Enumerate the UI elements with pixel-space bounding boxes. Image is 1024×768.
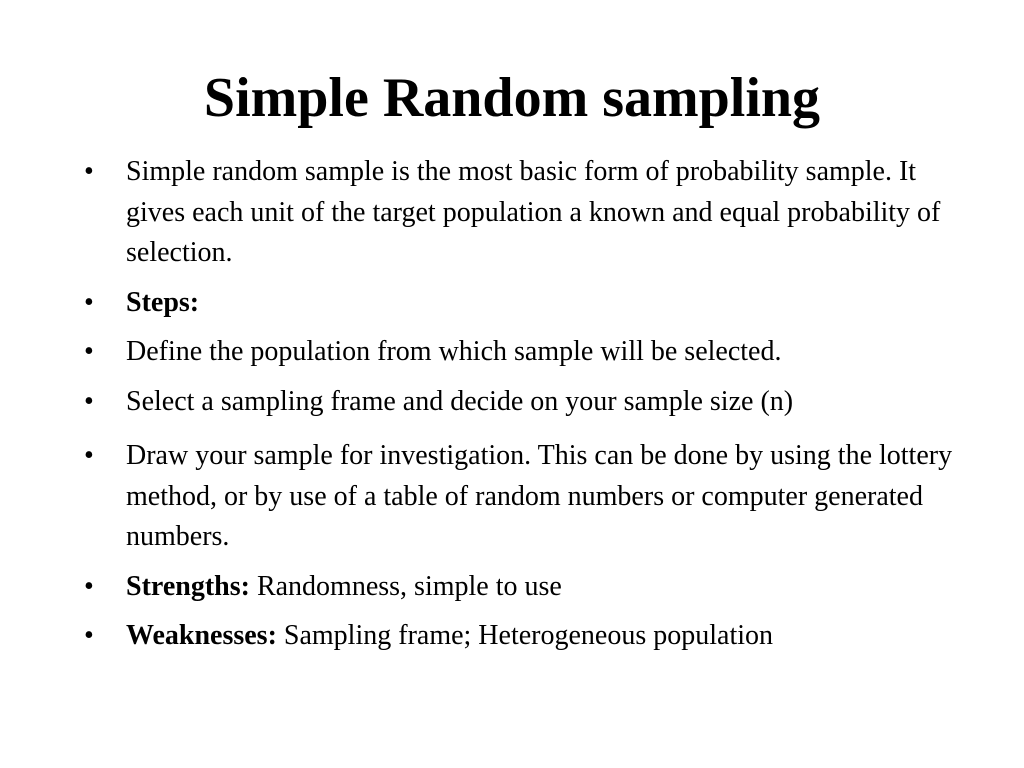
bullet-marker-icon: • <box>84 286 94 318</box>
bullet-item-definition <box>84 152 964 274</box>
bullet-item-steps <box>84 283 964 324</box>
bullet-text: Draw your sample for investigation. This can be done by using the lottery method, or by use of a table of random numbers or computer generated numbers. <box>126 440 953 552</box>
bullet-lead: Strengths: <box>126 570 250 602</box>
bullet-text: Randomness, simple to use <box>249 570 562 602</box>
bullet-list <box>84 152 964 666</box>
bullet-text: Simple random sample is the most basic form of probability sample. It gives each unit of the target population a known and equal probability of selection. <box>126 156 941 268</box>
bullet-text: Sampling frame; Heterogeneous population <box>276 620 774 651</box>
bullet-item-define-population <box>84 332 964 373</box>
bullet-item-weaknesses <box>84 616 964 657</box>
bullet-marker-icon: • <box>84 156 94 187</box>
bullet-marker-icon: • <box>84 440 94 471</box>
bullet-item-strengths <box>84 567 964 608</box>
bullet-text: Define the population from which sample will be selected. <box>126 336 782 367</box>
bullet-lead: Steps: <box>126 286 200 318</box>
bullet-marker-icon: • <box>84 336 94 367</box>
bullet-text: Select a sampling frame and decide on your sample size (n) <box>126 385 794 417</box>
bullet-marker-icon: • <box>84 385 94 417</box>
slide-title: Simple Random sampling <box>203 67 821 129</box>
bullet-marker-icon: • <box>84 570 94 602</box>
bullet-item-sampling-frame <box>84 382 964 423</box>
bullet-lead: Weaknesses: <box>126 620 277 651</box>
bullet-item-draw-sample <box>84 436 964 558</box>
bullet-marker-icon: • <box>84 620 94 651</box>
